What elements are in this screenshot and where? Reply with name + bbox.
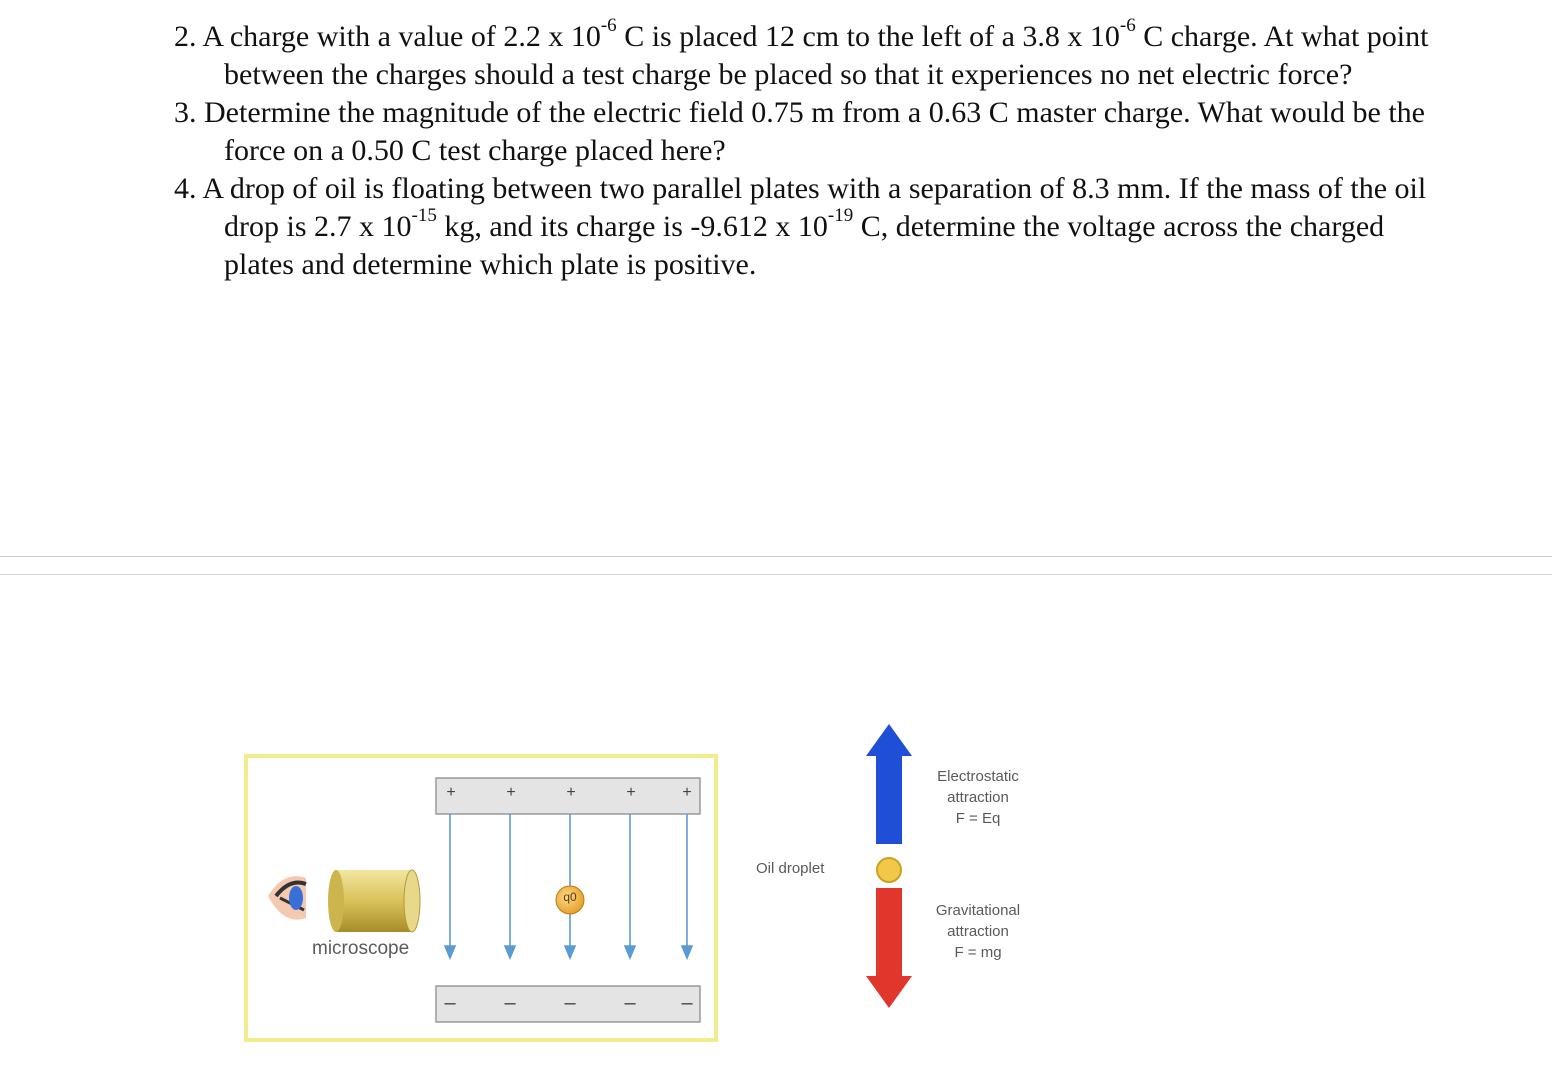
minus-sign: –: [624, 992, 636, 1014]
label-line: F = mg: [954, 944, 1002, 961]
question-3: [174, 94, 1454, 170]
minus-sign: –: [504, 992, 516, 1014]
droplet-charge-label: q0: [563, 890, 577, 904]
question-list: [0, 15, 1552, 284]
minus-sign: –: [564, 992, 576, 1014]
microscope-icon: [328, 870, 420, 932]
minus-sign: –: [444, 992, 456, 1014]
oil-droplet-icon: [877, 858, 901, 882]
label-line: Gravitational: [935, 902, 1021, 919]
gravitational-label: [918, 900, 1038, 963]
label-line: attraction: [947, 789, 1009, 806]
question-text: C, determine the voltage across the charged plates and determine which plate is positive.: [224, 210, 1385, 281]
exponent: -15: [411, 205, 437, 226]
electrostatic-force-arrow: [866, 724, 912, 844]
exponent: -6: [600, 15, 617, 36]
question-2: [174, 15, 1454, 94]
divider-line: [0, 574, 1552, 575]
plus-sign: +: [626, 784, 636, 801]
plus-sign: +: [682, 784, 692, 801]
electrostatic-label: [918, 766, 1038, 829]
question-text: C charge. At what point between the charges should a test charge be placed so that it experiences no net electric force?: [224, 20, 1429, 91]
question-text: kg, and its charge is -9.612 x 10: [436, 210, 828, 243]
question-text: C is placed 12 cm to the left of a 3.8 x 10: [616, 20, 1120, 53]
microscope-label: microscope: [312, 938, 410, 959]
oil-droplet-label: Oil droplet: [756, 860, 825, 877]
question-number: 4.: [174, 172, 197, 205]
minus-sign: –: [681, 992, 693, 1014]
exponent: -6: [1119, 15, 1136, 36]
plus-sign: +: [566, 784, 576, 801]
gravitational-force-arrow: [866, 888, 912, 1008]
question-number: 3.: [174, 96, 197, 129]
plus-sign: +: [506, 784, 516, 801]
label-line: attraction: [947, 923, 1009, 940]
question-text: A drop of oil is floating between two parallel plates with a separation of 8.3 mm. If the mass of the oil drop is 2.7 x 10: [196, 172, 1427, 243]
label-line: Electrostatic: [937, 768, 1019, 785]
exponent: -19: [827, 205, 854, 226]
divider-line: [0, 556, 1552, 557]
question-text: Determine the magnitude of the electric field 0.75 m from a 0.63 C master charge. What would be the force on a 0.50 C test charge placed here?: [196, 96, 1425, 167]
question-4: [174, 170, 1454, 284]
millikan-oil-drop-figure: [240, 720, 1060, 1050]
plus-sign: +: [446, 784, 456, 801]
question-number: 2.: [174, 20, 197, 53]
label-line: F = Eq: [955, 810, 1001, 827]
question-text: A charge with a value of 2.2 x 10: [196, 20, 601, 53]
